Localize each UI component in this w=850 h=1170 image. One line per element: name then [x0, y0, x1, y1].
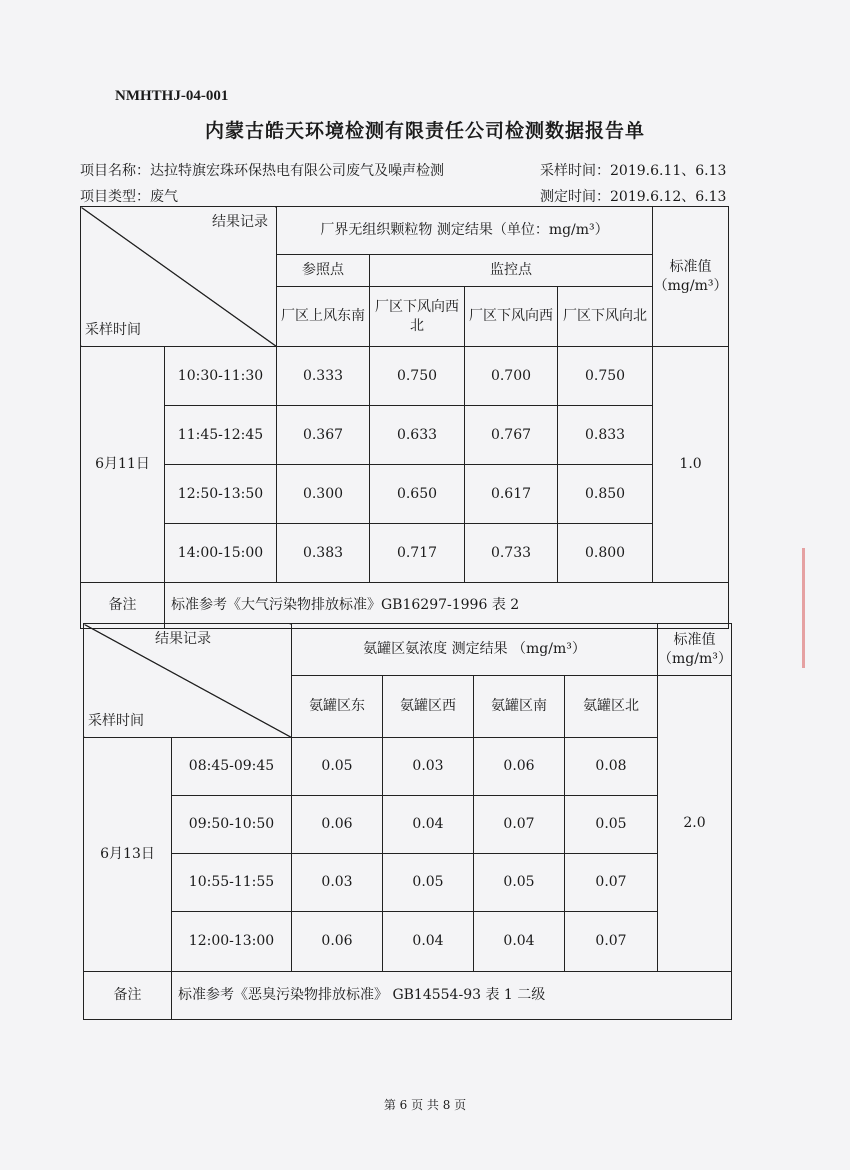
table2-value-cell: 0.07 — [565, 912, 658, 972]
project-name: 项目名称：达拉特旗宏珠环保热电有限公司废气及噪声检测 — [80, 163, 444, 179]
table2-sampling-time-label: 采样时间 — [88, 713, 144, 730]
table1-value-cell: 0.383 — [277, 524, 370, 583]
table2-time-cell: 12:00-13:00 — [172, 912, 292, 972]
document-code: NMHTHJ-04-001 — [115, 88, 229, 104]
table1-value-cell: 0.650 — [370, 465, 465, 524]
table2-value-cell: 0.05 — [292, 738, 383, 796]
table1-time-cell: 14:00-15:00 — [165, 524, 277, 583]
table1-value-cell: 0.733 — [465, 524, 558, 583]
table2-time-cell: 10:55-11:55 — [172, 854, 292, 912]
table1-col-header: 厂区上风东南 — [277, 287, 370, 347]
table2-time-cell: 09:50-10:50 — [172, 796, 292, 854]
table1-time-cell: 10:30-11:30 — [165, 347, 277, 406]
table2-group-header: 氨罐区氨浓度 测定结果 （mg/m³） — [292, 624, 658, 676]
page-footer: 第 6 页 共 8 页 — [383, 1098, 467, 1112]
table2-value-cell: 0.05 — [383, 854, 474, 912]
table2-value-cell: 0.05 — [474, 854, 565, 912]
table1-value-cell: 0.800 — [558, 524, 653, 583]
table2-value-cell: 0.06 — [292, 912, 383, 972]
table2-value-cell: 0.06 — [292, 796, 383, 854]
table1-value-cell: 0.333 — [277, 347, 370, 406]
table1-value-cell: 0.617 — [465, 465, 558, 524]
table1-value-cell: 0.767 — [465, 406, 558, 465]
table2-remark: 标准参考《恶臭污染物排放标准》 GB14554-93 表 1 二级 — [172, 972, 732, 1020]
red-seal-stamp — [800, 548, 850, 668]
table2-standard-value: 2.0 — [658, 676, 732, 972]
table1-standard-header: 标准值（mg/m³） — [653, 207, 729, 347]
table2-date: 6月13日 — [84, 738, 172, 972]
table1-monitor-label: 监控点 — [370, 255, 653, 287]
table1-date: 6月11日 — [81, 347, 165, 583]
report-title: 内蒙古皓天环境检测有限责任公司检测数据报告单 — [204, 120, 645, 142]
table2-col-header: 氨罐区南 — [474, 676, 565, 738]
table1-value-cell: 0.717 — [370, 524, 465, 583]
table2-remark-label: 备注 — [84, 972, 172, 1020]
table2-value-cell: 0.06 — [474, 738, 565, 796]
table2-col-header: 氨罐区北 — [565, 676, 658, 738]
table1-value-cell: 0.633 — [370, 406, 465, 465]
table2-result-record-label: 结果记录 — [155, 631, 211, 647]
table1-value-cell: 0.750 — [370, 347, 465, 406]
project-type: 项目类型：废气 — [80, 189, 178, 205]
table2-value-cell: 0.04 — [383, 912, 474, 972]
table1-value-cell: 0.750 — [558, 347, 653, 406]
table1-value-cell: 0.833 — [558, 406, 653, 465]
table2-time-cell: 08:45-09:45 — [172, 738, 292, 796]
table2-value-cell: 0.04 — [474, 912, 565, 972]
table1-col-header: 厂区下风向北 — [558, 287, 653, 347]
table2-value-cell: 0.07 — [565, 854, 658, 912]
table2-value-cell: 0.08 — [565, 738, 658, 796]
table2-value-cell: 0.03 — [292, 854, 383, 912]
table2-value-cell: 0.03 — [383, 738, 474, 796]
table1-diagonal-header — [81, 207, 277, 347]
table2-diagonal-header — [84, 624, 292, 738]
table1-value-cell: 0.700 — [465, 347, 558, 406]
table1-value-cell: 0.367 — [277, 406, 370, 465]
table1-group-header: 厂界无组织颗粒物 测定结果（单位：mg/m³） — [277, 207, 653, 255]
test-time: 测定时间：2019.6.12、6.13 — [540, 189, 727, 205]
table2-col-header: 氨罐区西 — [383, 676, 474, 738]
sampling-time: 采样时间：2019.6.11、6.13 — [540, 163, 727, 179]
table2-value-cell: 0.04 — [383, 796, 474, 854]
particulate-results-table — [80, 206, 729, 629]
table1-remark-label: 备注 — [81, 583, 165, 629]
table1-time-cell: 12:50-13:50 — [165, 465, 277, 524]
table2-value-cell: 0.05 — [565, 796, 658, 854]
table1-remark: 标准参考《大气污染物排放标准》GB16297-1996 表 2 — [165, 583, 729, 629]
table1-result-record-label: 结果记录 — [212, 214, 268, 230]
table1-reference-label: 参照点 — [277, 255, 370, 287]
table1-standard-value: 1.0 — [653, 347, 729, 583]
table1-sampling-time-label: 采样时间 — [85, 322, 141, 339]
table1-col-header: 厂区下风向西北 — [370, 287, 465, 347]
table2-value-cell: 0.07 — [474, 796, 565, 854]
table1-col-header: 厂区下风向西 — [465, 287, 558, 347]
ammonia-results-table — [83, 623, 732, 1020]
table1-value-cell: 0.850 — [558, 465, 653, 524]
table1-time-cell: 11:45-12:45 — [165, 406, 277, 465]
table2-standard-header: 标准值（mg/m³） — [658, 624, 732, 676]
table1-value-cell: 0.300 — [277, 465, 370, 524]
table2-col-header: 氨罐区东 — [292, 676, 383, 738]
